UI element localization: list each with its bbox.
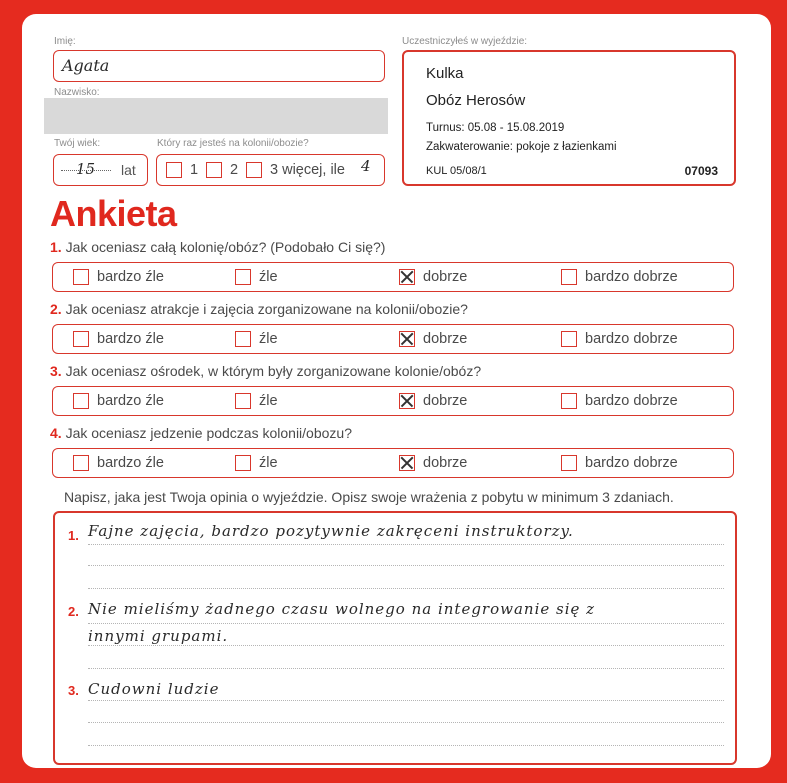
q1-bardzo-dobrze-checkbox[interactable] bbox=[561, 269, 577, 285]
question-2: 2. Jak oceniasz atrakcje i zajęcia zorganizowane na kolonii/obozie? bbox=[50, 301, 468, 317]
wiek-field[interactable] bbox=[53, 154, 148, 186]
raz-option-3[interactable]: 3 więcej, ile bbox=[246, 161, 345, 179]
q1-option-dobrze[interactable]: dobrze bbox=[399, 268, 467, 286]
q4-option-zle[interactable]: źle bbox=[235, 454, 278, 472]
q3-bardzo-zle-checkbox[interactable] bbox=[73, 393, 89, 409]
q2-bardzo-zle-checkbox[interactable] bbox=[73, 331, 89, 347]
turnus-row bbox=[426, 122, 564, 134]
q3-option-dobrze[interactable]: dobrze bbox=[399, 392, 467, 410]
q1-bardzo-zle-checkbox[interactable] bbox=[73, 269, 89, 285]
trip-name: Kulka bbox=[426, 65, 464, 82]
survey-title: Ankieta bbox=[50, 193, 177, 234]
zakwaterowanie-label: Zakwaterowanie: bbox=[426, 141, 513, 153]
question-2-options bbox=[52, 324, 734, 354]
q3-option-bardzo-zle[interactable]: bardzo źle bbox=[73, 392, 164, 410]
raz-2-checkbox[interactable] bbox=[206, 162, 222, 178]
q2-zle-checkbox[interactable] bbox=[235, 331, 251, 347]
q1-dobrze-checkbox[interactable] bbox=[399, 269, 415, 285]
question-1-options bbox=[52, 262, 734, 292]
turnus-label: Turnus: bbox=[426, 122, 465, 134]
trip-info-box bbox=[402, 50, 736, 186]
trip-number: 07093 bbox=[684, 164, 718, 178]
turnus-value: 05.08 - 15.08.2019 bbox=[467, 122, 565, 134]
q2-option-bardzo-dobrze[interactable]: bardzo dobrze bbox=[561, 330, 678, 348]
q4-option-bardzo-zle[interactable]: bardzo źle bbox=[73, 454, 164, 472]
imie-label: Imię: bbox=[54, 36, 76, 47]
question-4: 4. Jak oceniasz jedzenie podczas kolonii/obozu? bbox=[50, 425, 352, 441]
q1-option-zle[interactable]: źle bbox=[235, 268, 278, 286]
answer-3-number: 3. bbox=[68, 683, 79, 698]
zakwaterowanie-value: pokoje z łazienkami bbox=[516, 141, 617, 153]
answer-2-line-1: Nie mieliśmy żadnego czasu wolnego na integrowanie się z bbox=[88, 600, 596, 618]
nazwisko-redacted bbox=[44, 98, 388, 134]
q4-option-bardzo-dobrze[interactable]: bardzo dobrze bbox=[561, 454, 678, 472]
q1-option-bardzo-dobrze[interactable]: bardzo dobrze bbox=[561, 268, 678, 286]
q2-option-dobrze[interactable]: dobrze bbox=[399, 330, 467, 348]
q4-option-dobrze[interactable]: dobrze bbox=[399, 454, 467, 472]
q2-dobrze-checkbox[interactable] bbox=[399, 331, 415, 347]
raz-1-checkbox[interactable] bbox=[166, 162, 182, 178]
nazwisko-label: Nazwisko: bbox=[54, 87, 100, 98]
q2-bardzo-dobrze-checkbox[interactable] bbox=[561, 331, 577, 347]
q4-bardzo-dobrze-checkbox[interactable] bbox=[561, 455, 577, 471]
answer-1-number: 1. bbox=[68, 528, 79, 543]
q1-zle-checkbox[interactable] bbox=[235, 269, 251, 285]
uczestniczyles-label: Uczestniczyłeś w wyjeździe: bbox=[402, 36, 528, 47]
q3-option-zle[interactable]: źle bbox=[235, 392, 278, 410]
question-3-options bbox=[52, 386, 734, 416]
answer-3-line-1: Cudowni ludzie bbox=[88, 680, 220, 698]
answer-2-number: 2. bbox=[68, 604, 79, 619]
imie-value: Agata bbox=[62, 56, 110, 75]
ktory-raz-field bbox=[156, 154, 385, 186]
trip-code: KUL 05/08/1 bbox=[426, 165, 487, 177]
q3-option-bardzo-dobrze[interactable]: bardzo dobrze bbox=[561, 392, 678, 410]
wiek-unit: lat bbox=[121, 162, 136, 178]
question-3: 3. Jak oceniasz ośrodek, w którym były zorganizowane kolonie/obóz? bbox=[50, 363, 482, 379]
q3-dobrze-checkbox[interactable] bbox=[399, 393, 415, 409]
wiek-label: Twój wiek: bbox=[54, 138, 101, 149]
wiek-value: 15 bbox=[76, 160, 96, 178]
q2-option-zle[interactable]: źle bbox=[235, 330, 278, 348]
q3-zle-checkbox[interactable] bbox=[235, 393, 251, 409]
question-1: 1. Jak oceniasz całą kolonię/obóz? (Podobało Ci się?) bbox=[50, 239, 386, 255]
raz-option-2[interactable]: 2 bbox=[206, 161, 238, 179]
answer-2-line-2: innymi grupami. bbox=[88, 627, 229, 645]
trip-camp: Obóz Herosów bbox=[426, 92, 526, 109]
raz-value: 4 bbox=[361, 157, 371, 175]
raz-3-checkbox[interactable] bbox=[246, 162, 262, 178]
q4-zle-checkbox[interactable] bbox=[235, 455, 251, 471]
zakwaterowanie-row bbox=[426, 141, 617, 153]
opinion-prompt: Napisz, jaka jest Twoja opinia o wyjeździe. Opisz swoje wrażenia z pobytu w minimum 3 zdaniach. bbox=[64, 489, 674, 505]
imie-field[interactable] bbox=[53, 50, 385, 82]
q3-bardzo-dobrze-checkbox[interactable] bbox=[561, 393, 577, 409]
q4-bardzo-zle-checkbox[interactable] bbox=[73, 455, 89, 471]
q4-dobrze-checkbox[interactable] bbox=[399, 455, 415, 471]
q2-option-bardzo-zle[interactable]: bardzo źle bbox=[73, 330, 164, 348]
ktory-raz-label: Który raz jesteś na kolonii/obozie? bbox=[157, 138, 309, 149]
question-4-options bbox=[52, 448, 734, 478]
q1-option-bardzo-zle[interactable]: bardzo źle bbox=[73, 268, 164, 286]
answer-1-line-1: Fajne zajęcia, bardzo pozytywnie zakręceni instruktorzy. bbox=[88, 522, 574, 540]
raz-option-1[interactable]: 1 bbox=[166, 161, 198, 179]
